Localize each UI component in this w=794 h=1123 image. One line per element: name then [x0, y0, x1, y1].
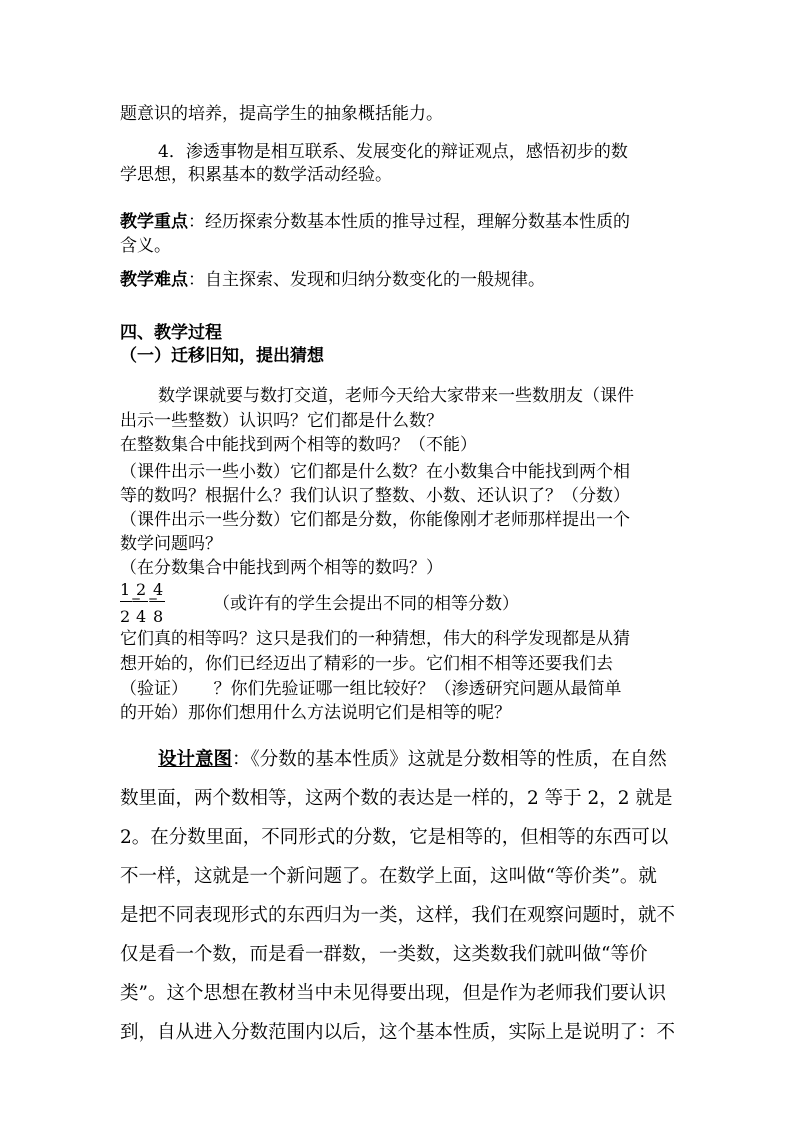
- numerator: 4: [153, 580, 164, 599]
- focus-text: ：经历探索分数基本性质的推导过程，理解分数基本性质的: [188, 212, 630, 232]
- section-heading: 四、教学过程: [120, 323, 222, 343]
- design-line: 不一样，这就是一个新问题了。在数学上面，这叫做“等价类”。就: [120, 866, 657, 887]
- paragraph-line: 等的数吗？根据什么？我们认识了整数、小数、还认识了？（分数）: [120, 486, 630, 506]
- design-label: 设计意图: [158, 749, 233, 770]
- difficulty-label: 教学难点: [120, 270, 188, 290]
- paragraph-line: 它们真的相等吗？这只是我们的一种猜想，伟大的科学发现都是从猜: [120, 629, 630, 649]
- design-intent: [158, 749, 667, 771]
- text-line: 学思想，积累基本的数学活动经验。: [120, 165, 392, 185]
- difficulty-text: ：自主探索、发现和归纳分数变化的一般规律。: [188, 270, 545, 290]
- text-line: 含义。: [120, 236, 171, 256]
- objective-4: 4．渗透事物是相互联系、发展变化的辩证观点，感悟初步的数: [158, 142, 628, 162]
- paragraph-line: 数学问题吗？: [120, 534, 222, 554]
- denominator: 2: [120, 607, 131, 626]
- design-line: 到，自从进入分数范围内以后，这个基本性质，实际上是说明了：不: [120, 1022, 676, 1043]
- numerator: 2: [136, 580, 147, 599]
- design-line: 2。在分数里面，不同形式的分数，它是相等的，但相等的东西可以: [120, 827, 669, 848]
- denominator: 4: [136, 607, 147, 626]
- design-line: 仅是看一个数，而是看一群数，一类数，这类数我们就叫做“等价: [120, 944, 648, 965]
- teaching-focus: [120, 211, 630, 233]
- design-line: 数里面，两个数相等，这两个数的表达是一样的，2 等于 2，2 就是: [120, 788, 673, 809]
- text-line: 题意识的培养，提高学生的抽象概括能力。: [120, 104, 443, 124]
- paragraph-line: （在分数集合中能找到两个相等的数吗？）: [120, 558, 443, 578]
- equals-sign: =: [148, 593, 159, 607]
- paragraph-line: 数学课就要与数打交道，老师今天给大家带来一些数朋友（课件: [158, 386, 634, 406]
- design-line: 类”。这个思想在教材当中未见得要出现，但是作为老师我们要认识: [120, 983, 666, 1004]
- paragraph-line: 的开始）那你们想用什么方法说明它们是相等的呢？: [120, 703, 511, 723]
- design-line: 是把不同表现形式的东西归为一类，这样，我们在观察问题时，就不: [120, 905, 676, 926]
- paragraph-line: （课件出示一些分数）它们都是分数，你能像刚才老师那样提出一个: [120, 510, 630, 530]
- numerator: 1: [120, 580, 131, 599]
- paragraph-line: 想开始的，你们已经迈出了精彩的一步。它们相不相等还要我们去: [120, 654, 613, 674]
- fraction-note: （或许有的学生会提出不同的相等分数）: [213, 594, 519, 614]
- design-text: ：《分数的基本性质》这就是分数相等的性质，在自然: [232, 749, 667, 770]
- focus-label: 教学重点: [120, 212, 188, 232]
- teaching-difficulty: [120, 269, 545, 291]
- denominator: 8: [153, 607, 164, 626]
- paragraph-line: （课件出示一些小数）它们都是什么数？在小数集合中能找到两个相: [120, 462, 630, 482]
- subsection-heading: （一）迁移旧知，提出猜想: [120, 346, 324, 366]
- paragraph-line: 在整数集合中能找到两个相等的数吗？（不能）: [120, 435, 477, 455]
- equals-sign: =: [131, 593, 142, 607]
- paragraph-line: （验证） ？你们先验证哪一组比较好？（渗透研究问题从最简单: [120, 679, 622, 699]
- paragraph-line: 出示一些整数）认识吗？它们都是什么数？: [120, 411, 443, 431]
